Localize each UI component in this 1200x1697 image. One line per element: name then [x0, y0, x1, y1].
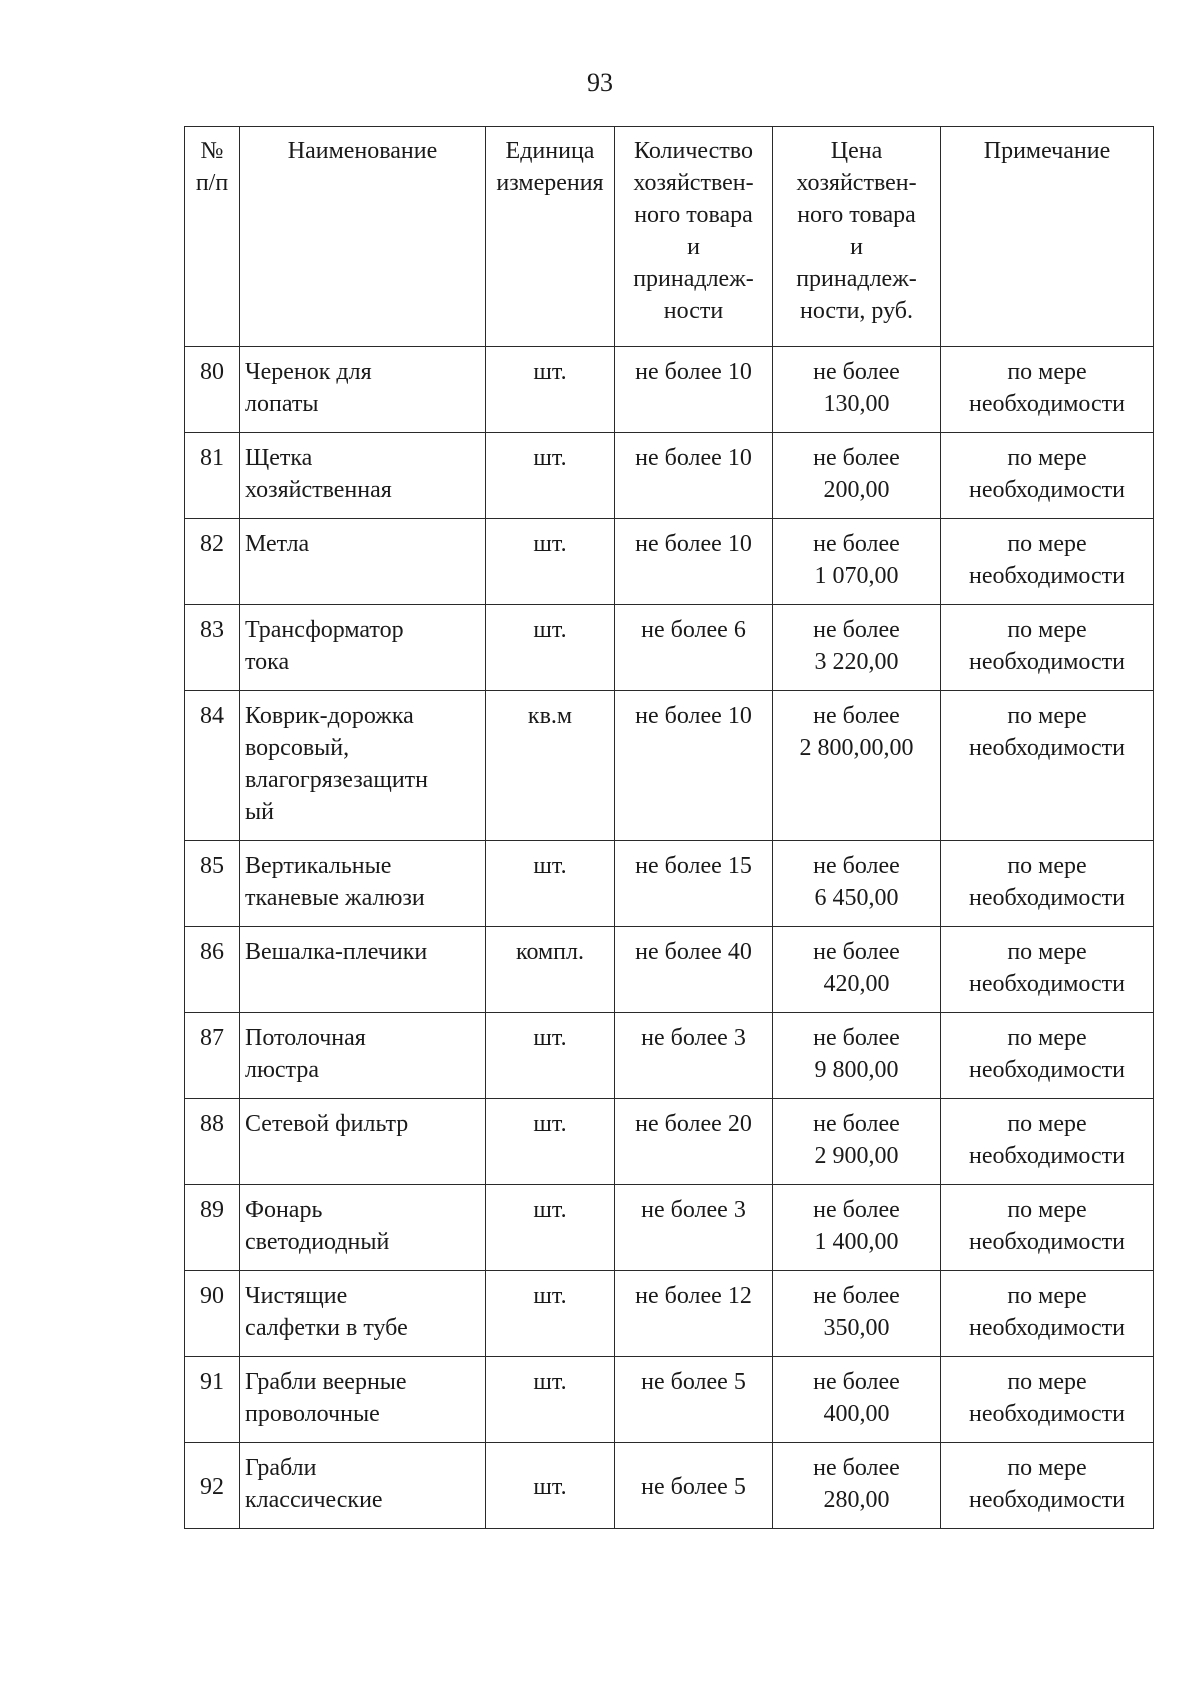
cell-price-line: 130,00: [823, 391, 890, 417]
cell-qty: не более 3: [615, 1013, 773, 1099]
cell-price: [773, 841, 941, 927]
cell-name-line: Фонарь: [245, 1197, 323, 1223]
header-qty-line: принадлеж-: [633, 266, 754, 292]
header-unit-line: Единица: [505, 138, 595, 164]
header-price-line: ности, руб.: [799, 298, 913, 324]
cell-name-line: Грабли: [245, 1455, 317, 1481]
table-header-row: [185, 127, 1154, 347]
cell-price-line: не более: [813, 1283, 900, 1309]
cell-note: [941, 927, 1154, 1013]
cell-note-line: по мере: [1007, 1197, 1087, 1223]
cell-unit: шт.: [486, 1013, 615, 1099]
cell-qty: не более 40: [615, 927, 773, 1013]
cell-name-line: хозяйственная: [245, 477, 392, 503]
cell-note: [941, 347, 1154, 433]
cell-price: [773, 1099, 941, 1185]
cell-name-line: классические: [245, 1487, 383, 1513]
cell-note-line: по мере: [1007, 617, 1087, 643]
cell-name: [240, 1443, 486, 1529]
cell-note-line: по мере: [1007, 1455, 1087, 1481]
header-name: [240, 127, 486, 347]
header-qty-line: Количество: [634, 138, 753, 164]
cell-name: [240, 605, 486, 691]
cell-unit: шт.: [486, 1271, 615, 1357]
header-price-line: принадлеж-: [796, 266, 917, 292]
cell-note: [941, 519, 1154, 605]
cell-note-line: необходимости: [968, 1487, 1125, 1513]
cell-note-line: необходимости: [968, 1401, 1125, 1427]
table-row: [185, 347, 1154, 433]
table-row: [185, 1271, 1154, 1357]
cell-qty: не более 10: [615, 519, 773, 605]
cell-note: [941, 691, 1154, 841]
cell-name: [240, 1013, 486, 1099]
cell-qty: не более 3: [615, 1185, 773, 1271]
cell-price-line: 200,00: [823, 477, 890, 503]
table-row: [185, 605, 1154, 691]
header-qty: [615, 127, 773, 347]
cell-note: [941, 605, 1154, 691]
cell-note-line: по мере: [1007, 531, 1087, 557]
cell-price-line: 2 900,00: [814, 1143, 899, 1169]
cell-qty: не более 5: [615, 1357, 773, 1443]
cell-num: 81: [185, 433, 240, 519]
header-price-line: и: [850, 234, 863, 260]
cell-price-line: 420,00: [823, 971, 890, 997]
cell-note-line: необходимости: [968, 477, 1125, 503]
cell-price: [773, 1013, 941, 1099]
cell-note-line: необходимости: [968, 1143, 1125, 1169]
table-row: [185, 1013, 1154, 1099]
cell-name-line: Потолочная: [245, 1025, 366, 1051]
cell-price-line: не более: [813, 1455, 900, 1481]
cell-name: [240, 519, 486, 605]
cell-name: [240, 433, 486, 519]
cell-num: 87: [185, 1013, 240, 1099]
cell-name: [240, 1357, 486, 1443]
cell-unit: шт.: [486, 841, 615, 927]
cell-price-line: 9 800,00: [814, 1057, 899, 1083]
cell-num: 90: [185, 1271, 240, 1357]
cell-unit: шт.: [486, 1185, 615, 1271]
cell-price-line: не более: [813, 445, 900, 471]
header-price: [773, 127, 941, 347]
cell-note-line: по мере: [1007, 703, 1087, 729]
cell-name-line: салфетки в тубе: [245, 1315, 408, 1341]
cell-note: [941, 1099, 1154, 1185]
header-num-line: п/п: [195, 170, 229, 196]
cell-qty: не более 10: [615, 691, 773, 841]
cell-price: [773, 1443, 941, 1529]
cell-num: 88: [185, 1099, 240, 1185]
cell-note: [941, 433, 1154, 519]
header-qty-line: и: [687, 234, 700, 260]
header-price-line: Цена: [830, 138, 883, 164]
cell-unit: кв.м: [486, 691, 615, 841]
cell-unit: шт.: [486, 1099, 615, 1185]
cell-num: 86: [185, 927, 240, 1013]
cell-name-line: Вешалка-плечики: [245, 939, 428, 965]
table-row: [185, 1099, 1154, 1185]
cell-price: [773, 927, 941, 1013]
cell-qty: не более 12: [615, 1271, 773, 1357]
cell-name: [240, 1185, 486, 1271]
header-qty-line: ного товара: [634, 202, 753, 228]
cell-note-line: по мере: [1007, 1369, 1087, 1395]
cell-price-line: 350,00: [823, 1315, 890, 1341]
cell-price-line: не более: [813, 1025, 900, 1051]
cell-unit: шт.: [486, 519, 615, 605]
header-price-line: хозяйствен-: [796, 170, 917, 196]
cell-note-line: необходимости: [968, 649, 1125, 675]
cell-price-line: 400,00: [823, 1401, 890, 1427]
cell-name-line: Черенок для: [245, 359, 372, 385]
cell-name-line: Вертикальные: [245, 853, 392, 879]
cell-note-line: по мере: [1007, 1025, 1087, 1051]
cell-name-line: Чистящие: [245, 1283, 348, 1309]
cell-note-line: необходимости: [968, 1057, 1125, 1083]
cell-unit: шт.: [486, 1443, 615, 1529]
table-row: [185, 1443, 1154, 1529]
cell-name-line: лопаты: [245, 391, 319, 417]
cell-num: 91: [185, 1357, 240, 1443]
cell-price-line: не более: [813, 1369, 900, 1395]
cell-qty: не более 6: [615, 605, 773, 691]
cell-name-line: люстра: [245, 1057, 319, 1083]
cell-num: 80: [185, 347, 240, 433]
table-row: [185, 1357, 1154, 1443]
cell-note-line: необходимости: [968, 1315, 1125, 1341]
page-number: 93: [587, 68, 613, 97]
cell-price-line: 1 070,00: [814, 563, 899, 589]
table-row: [185, 519, 1154, 605]
cell-price-line: не более: [813, 853, 900, 879]
cell-price-line: не более: [813, 939, 900, 965]
table-row: [185, 691, 1154, 841]
header-qty-line: хозяйствен-: [633, 170, 754, 196]
header-unit-line: измерения: [496, 170, 604, 196]
cell-price-line: не более: [813, 531, 900, 557]
cell-name-line: Метла: [245, 531, 310, 557]
cell-qty: не более 15: [615, 841, 773, 927]
header-note-line: Примечание: [983, 138, 1111, 164]
cell-price-line: 1 400,00: [814, 1229, 899, 1255]
table-row: [185, 433, 1154, 519]
cell-name: [240, 1099, 486, 1185]
header-unit: [486, 127, 615, 347]
cell-name: [240, 347, 486, 433]
cell-price-line: не более: [813, 1111, 900, 1137]
cell-qty: не более 10: [615, 433, 773, 519]
cell-num: 85: [185, 841, 240, 927]
cell-name-line: влагогрязезащитн: [245, 767, 428, 793]
cell-name-line: Трансформатор: [245, 617, 404, 643]
cell-num: 92: [185, 1443, 240, 1529]
header-qty-line: ности: [663, 298, 724, 324]
cell-unit: шт.: [486, 605, 615, 691]
cell-note-line: по мере: [1007, 1111, 1087, 1137]
table-row: [185, 927, 1154, 1013]
cell-price-line: не более: [813, 1197, 900, 1223]
cell-name-line: Щетка: [245, 445, 313, 471]
cell-price-line: 6 450,00: [814, 885, 899, 911]
cell-price: [773, 1185, 941, 1271]
cell-note: [941, 1443, 1154, 1529]
cell-note: [941, 1185, 1154, 1271]
cell-note-line: необходимости: [968, 563, 1125, 589]
cell-price-line: не более: [813, 617, 900, 643]
cell-note: [941, 1357, 1154, 1443]
cell-price-line: не более: [813, 359, 900, 385]
cell-name-line: Сетевой фильтр: [245, 1111, 409, 1137]
cell-num: 83: [185, 605, 240, 691]
cell-note: [941, 1013, 1154, 1099]
cell-name: [240, 691, 486, 841]
header-note: [941, 127, 1154, 347]
cell-qty: не более 5: [615, 1443, 773, 1529]
cell-name-line: Коврик-дорожка: [245, 703, 414, 729]
cell-qty: не более 10: [615, 347, 773, 433]
cell-price: [773, 433, 941, 519]
cell-price-line: 3 220,00: [814, 649, 899, 675]
cell-note-line: необходимости: [968, 391, 1125, 417]
cell-name: [240, 927, 486, 1013]
cell-qty: не более 20: [615, 1099, 773, 1185]
cell-unit: шт.: [486, 1357, 615, 1443]
cell-note-line: необходимости: [968, 1229, 1125, 1255]
cell-name-line: ворсовый,: [245, 735, 350, 761]
cell-price-line: 280,00: [823, 1487, 890, 1513]
cell-name-line: тока: [245, 649, 290, 675]
cell-note-line: по мере: [1007, 359, 1087, 385]
cell-note-line: необходимости: [968, 735, 1125, 761]
cell-note: [941, 1271, 1154, 1357]
cell-name-line: проволочные: [245, 1401, 380, 1427]
cell-unit: шт.: [486, 433, 615, 519]
cell-note-line: необходимости: [968, 971, 1125, 997]
cell-unit: шт.: [486, 347, 615, 433]
cell-price-line: не более: [813, 703, 900, 729]
cell-price-line: 2 800,00,00: [799, 735, 914, 761]
cell-name-line: светодиодный: [245, 1229, 390, 1255]
header-num: [185, 127, 240, 347]
cell-name-line: ый: [245, 799, 274, 825]
cell-name: [240, 841, 486, 927]
header-name-line: Наименование: [287, 138, 438, 164]
cell-price: [773, 1271, 941, 1357]
cell-price: [773, 519, 941, 605]
cell-price: [773, 1357, 941, 1443]
cell-name: [240, 1271, 486, 1357]
cell-note-line: по мере: [1007, 853, 1087, 879]
cell-num: 82: [185, 519, 240, 605]
cell-num: 84: [185, 691, 240, 841]
cell-note-line: по мере: [1007, 1283, 1087, 1309]
cell-price: [773, 605, 941, 691]
table-row: [185, 841, 1154, 927]
cell-note-line: по мере: [1007, 939, 1087, 965]
cell-name-line: тканевые жалюзи: [245, 885, 425, 911]
cell-name-line: Грабли веерные: [245, 1369, 407, 1395]
table-row: [185, 1185, 1154, 1271]
cell-price: [773, 347, 941, 433]
table-body: [185, 347, 1154, 1529]
goods-table: [184, 126, 1154, 1529]
cell-note-line: по мере: [1007, 445, 1087, 471]
cell-note: [941, 841, 1154, 927]
cell-note-line: необходимости: [968, 885, 1125, 911]
cell-unit: компл.: [486, 927, 615, 1013]
header-price-line: ного товара: [797, 202, 916, 228]
header-num-line: №: [200, 138, 224, 164]
cell-num: 89: [185, 1185, 240, 1271]
cell-price: [773, 691, 941, 841]
